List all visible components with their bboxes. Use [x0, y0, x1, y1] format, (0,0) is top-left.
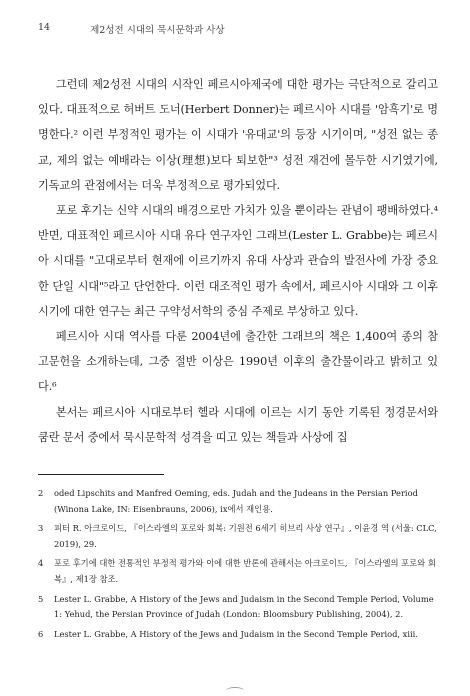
running-title: 제2성전 시대의 묵시문학과 사상	[90, 25, 225, 36]
running-header	[38, 22, 432, 36]
footnote-text: Lester L. Grabbe, A History of the Jews and Judaism in the Second Temple Period, xiii.	[54, 628, 418, 639]
footnote-item	[38, 592, 438, 623]
page-number: 14	[38, 22, 51, 33]
footnote-divider	[38, 474, 164, 475]
footnotes	[38, 486, 438, 646]
footnote-text: oded Lipschits and Manfred Oeming, eds. Judah and the Judeans in the Persian Period (Winona Lake, IN: Eisenbrauns, 2006), ix에서 재인용.	[54, 488, 418, 514]
footnote-number: 3	[38, 523, 44, 534]
footnote-item	[38, 521, 438, 552]
footnote-text: 포로 후기에 대한 전통적인 부정적 평가와 이에 대한 반론에 관해서는 아크로이드, 『이스라엘의 포로와 회복』, 제1장 참조.	[54, 558, 436, 584]
body-paragraph: 본서는 페르시아 시대로부터 헬라 시대에 이르는 시기 동안 기록된 정경문서와 쿰란 문서 중에서 묵시문학적 성격을 띠고 있는 책들과 사상에 집	[38, 405, 438, 444]
footnote-item	[38, 556, 438, 587]
footnote-text: 피터 R. 아크로이드, 『이스라엘의 포로와 회복: 기원전 6세기 히브리 사상 연구』, 이윤경 역 (서울: CLC, 2019), 29.	[54, 523, 437, 549]
footnote-number: 4	[38, 558, 44, 569]
footnote-item	[38, 627, 438, 643]
body-paragraph: 페르시아 시대 역사를 다룬 2004년에 출간한 그래브의 책은 1,400여 종의 참고문헌을 소개하는데, 그중 절반 이상은 1990년 이후의 출간물이라고 밝히고 있다.⁶	[38, 330, 438, 394]
footnote-text: Lester L. Grabbe, A History of the Jews and Judaism in the Second Temple Period, Volume 1: Yehud, the Persian Province of Judah (London: Bloomsbury Publishing, 2004), 2.	[54, 593, 434, 620]
footnote-item	[38, 486, 438, 517]
body-paragraph: 그런데 제2성전 시대의 시작인 페르시아제국에 대한 평가는 극단적으로 갈리고 있다. 대표적으로 허버트 도너(Herbert Donner)는 페르시아 시대를 '암흑기'로 명명한다.² 이런 부정적인 평가는 이 시대가 '유대교'의 등장 시기이며, "성전 없는 종교, 제의 없는 예배라는 이상(理想)보다 퇴보한"³ 성전 재건에 몰두한 시기였기에, 기독교의 관점에서는 더욱 부정적으로 평가되었다.	[38, 78, 438, 192]
footnote-number: 2	[38, 488, 44, 498]
main-body-text	[38, 72, 438, 450]
footnote-number: 5	[38, 593, 44, 604]
footnote-number: 6	[38, 628, 44, 639]
body-paragraph: 포로 후기는 신약 시대의 배경으로만 가치가 있을 뿐이라는 관념이 팽배하였다.⁴ 반면, 대표적인 페르시아 시대 유다 연구자인 그래브(Lester L. Grabbe)는 페르시아 시대를 "고대로부터 현재에 이르기까지 유대 사상과 관습의 발전사에 가장 중요한 단일 시대"⁵라고 단언한다. 이런 대조적인 평가 속에서, 페르시아 시대와 그 이후 시기에 대한 연구는 최근 구약성서학의 중심 주제로 부상하고 있다.	[38, 204, 438, 318]
page-bottom-mark	[226, 687, 244, 694]
